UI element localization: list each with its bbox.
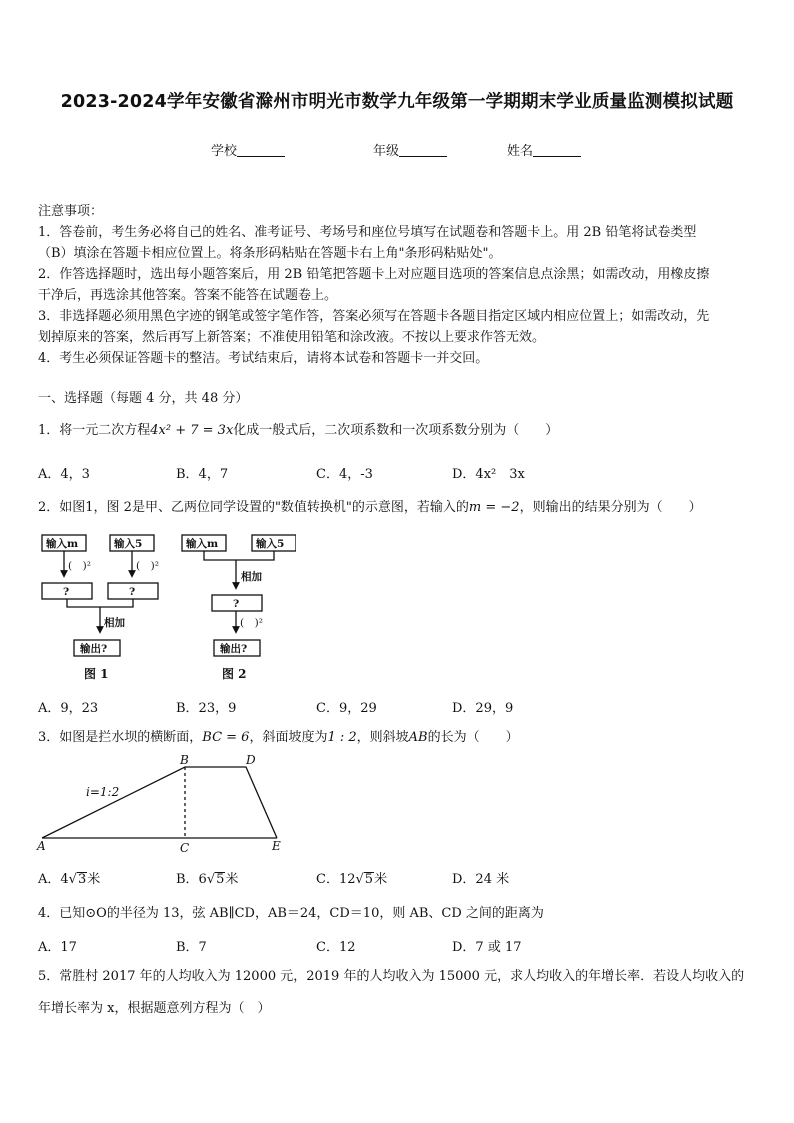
school-blank[interactable] xyxy=(237,142,285,157)
q2-condition: m = −2 xyxy=(468,500,520,515)
q1-equation: 4x² + 7 = 3x xyxy=(150,423,234,438)
grade-label: 年级 xyxy=(373,144,400,159)
fig2-unknown: ? xyxy=(233,598,240,610)
q1-option-d[interactable]: D．4x² 3x xyxy=(452,467,525,482)
q2-option-c[interactable]: C．9，29 xyxy=(316,701,377,716)
fig2-output-label: 输出? xyxy=(220,643,248,655)
grade-field xyxy=(373,140,447,159)
fig1-square-left: ( )² xyxy=(68,560,91,572)
fig1-output-label: 输出? xyxy=(80,643,108,655)
notes-line: （B）填涂在答题卡相应位置上。将条形码粘贴在答题卡右上角"条形码粘贴处"。 xyxy=(38,246,502,261)
dam-cross-section-figure xyxy=(34,752,294,857)
fig1-square-right: ( )² xyxy=(136,560,159,572)
exam-notes xyxy=(38,201,760,369)
fig2-add-label: 相加 xyxy=(241,571,262,583)
fig2-caption: 图 2 xyxy=(222,667,247,681)
fig1-unknown-right: ? xyxy=(129,586,136,598)
q3-option-d[interactable]: D．24 米 xyxy=(452,872,510,887)
q2-option-b[interactable]: B．23，9 xyxy=(176,701,237,716)
q1-option-b[interactable]: B．4，7 xyxy=(176,467,229,482)
dam-outline xyxy=(42,767,277,838)
question-1-stem: 1．将一元二次方程4x² + 7 = 3x化成一般式后，二次项系数和一次项系数分别为（ ） xyxy=(38,423,559,438)
question-3-stem: 3．如图是拦水坝的横断面，BC = 6，斜面坡度为1 : 2，则斜坡AB的长为（ ） xyxy=(38,730,519,745)
fig2-square: ( )² xyxy=(240,617,263,629)
notes-line: 3．非选择题必须用黑色字迹的钢笔或签字笔作答，答案必须写在答题卡各题目指定区域内相应位置上；如需改动，先 xyxy=(38,309,710,324)
point-d-label: D xyxy=(246,753,256,767)
q3-option-a[interactable]: A．4√3米 xyxy=(38,872,101,887)
slope-label: i=1:2 xyxy=(86,785,120,799)
notes-heading: 注意事项： xyxy=(38,204,104,219)
fig1-input-5-label: 输入5 xyxy=(114,538,143,550)
q1-option-c[interactable]: C．4，-3 xyxy=(316,467,373,482)
q4-option-b[interactable]: B．7 xyxy=(176,940,207,955)
fig1-unknown-left: ? xyxy=(63,586,70,598)
section-heading: 一、选择题（每题 4 分，共 48 分） xyxy=(38,391,249,406)
page-title: 2023-2024学年安徽省滁州市明光市数学九年级第一学期期末学业质量监测模拟试题 xyxy=(60,92,734,112)
notes-line: 4．考生必须保证答题卡的整洁。考试结束后，请将本试卷和答题卡一并交回。 xyxy=(38,351,489,366)
fig2-input-m-label: 输入m xyxy=(186,538,219,550)
notes-line: 干净后，再选涂其他答案。答案不能答在试题卷上。 xyxy=(38,288,338,303)
q2-option-a[interactable]: A．9，23 xyxy=(38,701,99,716)
q4-option-c[interactable]: C．12 xyxy=(316,940,356,955)
q1-option-a[interactable]: A．4，3 xyxy=(38,467,90,482)
point-e-label: E xyxy=(272,839,281,853)
q3-option-b[interactable]: B．6√5米 xyxy=(176,872,239,887)
question-5-line-2: 年增长率为 x，根据题意列方程为（ ） xyxy=(38,1001,271,1016)
fig2-input-5-label: 输入5 xyxy=(256,538,285,550)
q4-option-d[interactable]: D．7 或 17 xyxy=(452,940,522,955)
fig1-add-label: 相加 xyxy=(104,617,125,629)
point-a-label: A xyxy=(37,839,46,853)
notes-line: 划掉原来的答案，然后再写上新答案；不准使用铅笔和涂改液。不按以上要求作答无效。 xyxy=(38,330,546,345)
q4-option-a[interactable]: A．17 xyxy=(38,940,77,955)
question-5-line-1: 5．常胜村 2017 年的人均收入为 12000 元，2019 年的人均收入为 15000 元，求人均收入的年增长率．若设人均收入的 xyxy=(38,969,745,984)
school-field xyxy=(211,140,285,159)
flowchart-figure xyxy=(36,530,296,685)
q2-option-d[interactable]: D．29，9 xyxy=(452,701,514,716)
notes-line: 2．作答选择题时，选出每小题答案后，用 2B 铅笔把答题卡上对应题目选项的答案信息点涂黑；如需改动，用橡皮擦 xyxy=(38,267,710,282)
notes-line: 1．答卷前，考生务必将自己的姓名、准考证号、考场号和座位号填写在试题卷和答题卡上。用 2B 铅笔将试卷类型 xyxy=(38,225,697,240)
name-blank[interactable] xyxy=(533,142,581,157)
grade-blank[interactable] xyxy=(399,142,447,157)
name-field xyxy=(507,140,581,159)
q3-option-c[interactable]: C．12√5米 xyxy=(316,872,388,887)
point-c-label: C xyxy=(180,841,190,855)
school-label: 学校 xyxy=(211,144,238,159)
name-label: 姓名 xyxy=(507,144,534,159)
question-4-stem: 4．已知⊙O的半径为 13，弦 AB∥CD，AB＝24，CD＝10，则 AB、CD 之间的距离为 xyxy=(38,906,544,921)
fig1-input-m-label: 输入m xyxy=(46,538,79,550)
fig1-caption: 图 1 xyxy=(84,667,109,681)
question-2-stem: 2．如图1，图 2是甲、乙两位同学设置的"数值转换机"的示意图，若输入的m = −2，则输出的结果分别为（ ） xyxy=(38,500,702,515)
point-b-label: B xyxy=(180,753,189,767)
